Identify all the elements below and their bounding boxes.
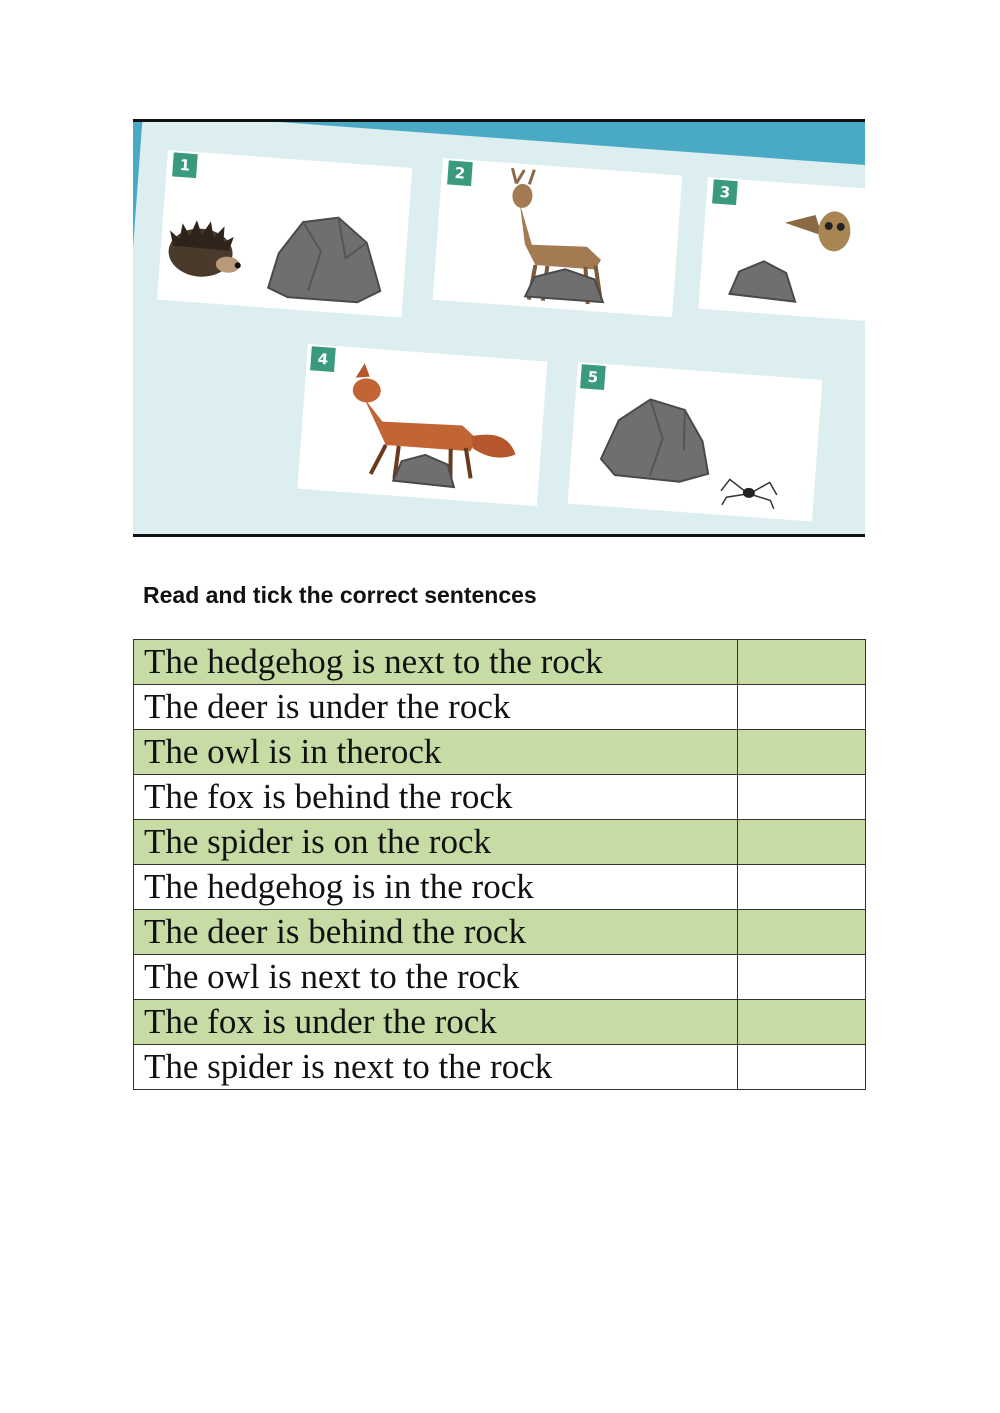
picture-5 [568, 362, 823, 522]
sentence-text: The spider is next to the rock [134, 1045, 738, 1090]
tick-box[interactable] [738, 910, 866, 955]
picture-number: 2 [447, 160, 473, 186]
table-row [134, 730, 866, 775]
sentence-table [133, 639, 866, 1090]
table-row [134, 865, 866, 910]
sentence-text: The fox is under the rock [134, 1000, 738, 1045]
tick-box[interactable] [738, 820, 866, 865]
table-row [134, 640, 866, 685]
picture-number: 3 [712, 179, 738, 205]
table-row [134, 775, 866, 820]
picture-number: 5 [580, 364, 606, 390]
sentence-text: The owl is in therock [134, 730, 738, 775]
sentence-text: The hedgehog is next to the rock [134, 640, 738, 685]
table-row [134, 685, 866, 730]
sentence-text: The deer is under the rock [134, 685, 738, 730]
sentence-text: The deer is behind the rock [134, 910, 738, 955]
table-row [134, 1045, 866, 1090]
picture-number: 4 [310, 346, 336, 372]
table-row [134, 1000, 866, 1045]
instruction-heading: Read and tick the correct sentences [143, 582, 537, 608]
picture-panel [133, 119, 865, 537]
tick-box[interactable] [738, 775, 866, 820]
rock-icon [157, 150, 412, 318]
sentence-text: The hedgehog is in the rock [134, 865, 738, 910]
picture-2 [433, 158, 683, 317]
tick-box[interactable] [738, 730, 866, 775]
sentence-text: The spider is on the rock [134, 820, 738, 865]
tick-box[interactable] [738, 1000, 866, 1045]
picture-number: 1 [172, 152, 198, 178]
picture-1 [157, 150, 412, 318]
tick-box[interactable] [738, 865, 866, 910]
rock-icon [297, 344, 547, 506]
tick-box[interactable] [738, 955, 866, 1000]
sentence-text: The owl is next to the rock [134, 955, 738, 1000]
rock-icon [433, 158, 683, 317]
sentence-text: The fox is behind the rock [134, 775, 738, 820]
picture-3 [698, 177, 865, 323]
tick-box[interactable] [738, 685, 866, 730]
tick-box[interactable] [738, 640, 866, 685]
spider-icon [568, 362, 823, 522]
table-row [134, 910, 866, 955]
picture-4 [297, 344, 547, 506]
table-row [134, 955, 866, 1000]
table-row [134, 820, 866, 865]
tick-box[interactable] [738, 1045, 866, 1090]
rock-icon [698, 177, 865, 323]
